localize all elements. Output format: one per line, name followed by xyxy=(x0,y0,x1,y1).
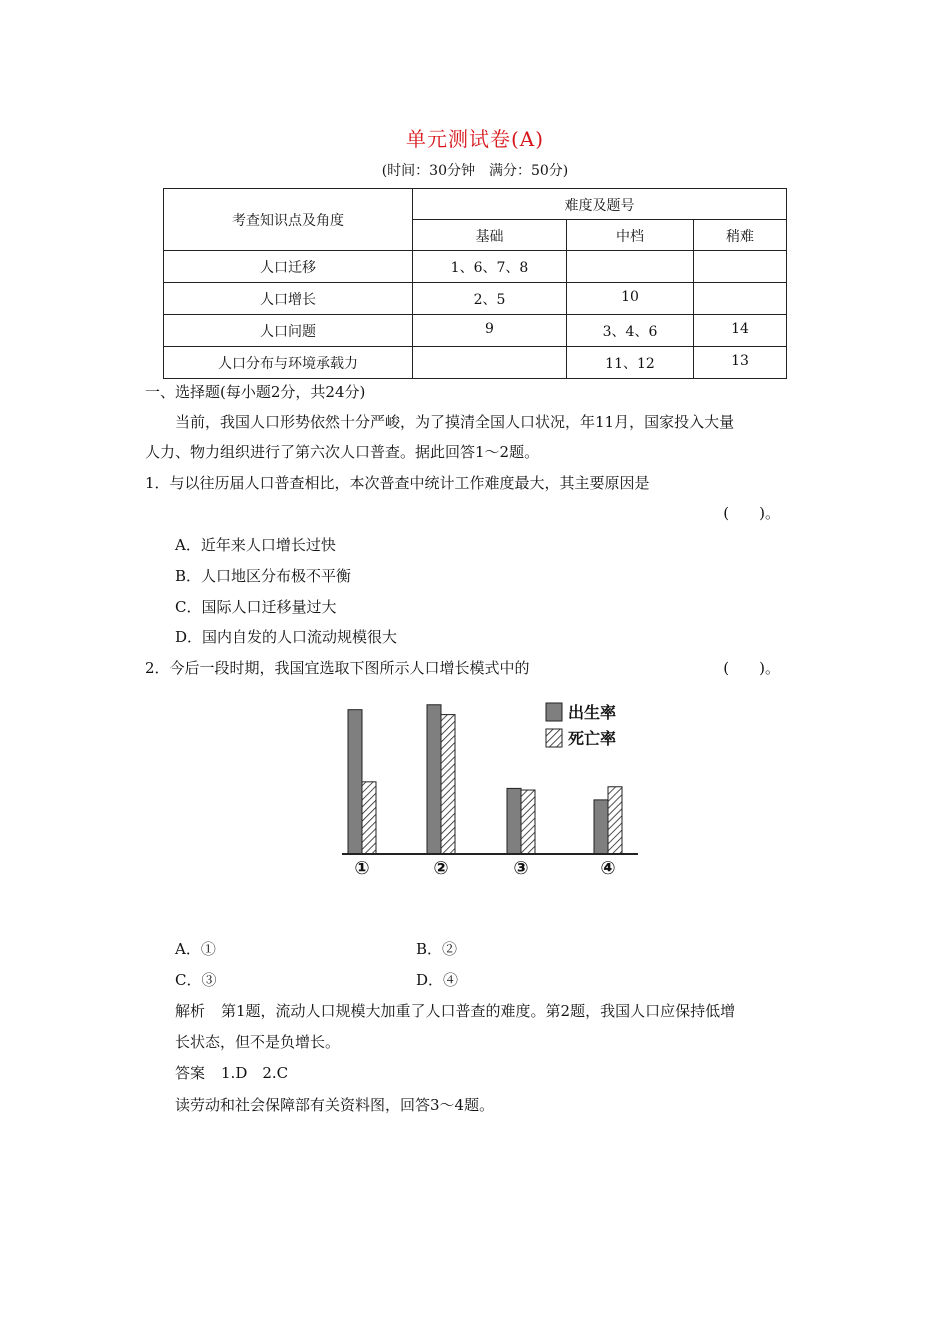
table-header-topic: 考查知识点及角度 xyxy=(164,189,413,251)
analysis-label: 解析 xyxy=(175,1002,206,1020)
answer-line xyxy=(175,1062,288,1083)
x-tick-label: ④ xyxy=(600,858,616,879)
topic-cell: 人口分布与环境承载力 xyxy=(164,347,413,379)
next-question-intro: 读劳动和社会保障部有关资料图，回答3～4题。 xyxy=(175,1096,495,1114)
intro-text: 当前，我国人口形势依然十分严峻，为了摸清全国人口状况，年11月，国家投入大量 xyxy=(175,413,735,431)
legend-label: 出生率 xyxy=(568,703,617,722)
table-header-medium: 中档 xyxy=(567,220,694,251)
analysis-text: 第1题，流动人口规模大加重了人口普查的难度。第2题，我国人口应保持低增 xyxy=(221,1002,736,1020)
basic-cell xyxy=(413,347,567,379)
option-d: D．国内自发的人口流动规模很大 xyxy=(175,628,398,646)
table-header-hard: 稍难 xyxy=(694,220,787,251)
page-title: 单元测试卷(A) xyxy=(405,127,545,151)
x-tick-label: ① xyxy=(354,858,370,879)
answer-text: 1.D 2.C xyxy=(221,1064,289,1082)
analysis-line xyxy=(175,1000,735,1021)
topic-cell: 人口迁移 xyxy=(164,251,413,283)
birth-rate-bar-1 xyxy=(348,710,362,854)
legend-swatch xyxy=(546,703,562,721)
hard-cell: 14 xyxy=(694,315,787,347)
x-tick-label: ③ xyxy=(513,858,529,879)
answer-blank: ( )。 xyxy=(723,659,780,677)
legend-swatch xyxy=(546,729,562,747)
option-b: B．人口地区分布极不平衡 xyxy=(175,567,352,585)
death-rate-bar-1 xyxy=(362,782,376,854)
answer-blank: ( )。 xyxy=(723,504,780,522)
option-b: B．② xyxy=(416,940,458,958)
question-1-stem: 1．与以往历届人口普查相比，本次普查中统计工作难度最大，其主要原因是 xyxy=(145,474,650,492)
death-rate-bar-3 xyxy=(521,790,535,854)
legend-label: 死亡率 xyxy=(568,729,617,748)
hard-cell xyxy=(694,283,787,315)
option-c: C．国际人口迁移量过大 xyxy=(175,598,337,616)
death-rate-bar-4 xyxy=(608,787,622,854)
knowledge-table xyxy=(163,188,787,379)
basic-cell: 1、6、7、8 xyxy=(413,251,567,283)
basic-cell: 9 xyxy=(413,315,567,347)
medium-cell: 11、12 xyxy=(567,347,694,379)
section-heading: 一、选择题(每小题2分，共24分) xyxy=(145,383,366,401)
birth-rate-bar-3 xyxy=(507,788,521,854)
hard-cell: 13 xyxy=(694,347,787,379)
table-row xyxy=(164,347,787,379)
table-header-basic: 基础 xyxy=(413,220,567,251)
table-row xyxy=(164,315,787,347)
answer-label: 答案 xyxy=(175,1064,206,1082)
birth-rate-bar-2 xyxy=(427,705,441,854)
population-growth-chart xyxy=(330,690,650,885)
medium-cell: 3、4、6 xyxy=(567,315,694,347)
topic-cell: 人口增长 xyxy=(164,283,413,315)
option-c: C．③ xyxy=(175,971,217,989)
option-a: A．① xyxy=(175,940,216,958)
hard-cell xyxy=(694,251,787,283)
table-row xyxy=(164,283,787,315)
topic-cell: 人口问题 xyxy=(164,315,413,347)
table-header-difficulty: 难度及题号 xyxy=(413,189,787,220)
birth-rate-bar-4 xyxy=(594,800,608,854)
analysis-text: 长状态，但不是负增长。 xyxy=(175,1033,341,1051)
exam-time-score: (时间：30分钟 满分：50分) xyxy=(381,163,569,179)
option-a: A．近年来人口增长过快 xyxy=(175,536,336,554)
basic-cell: 2、5 xyxy=(413,283,567,315)
medium-cell: 10 xyxy=(567,283,694,315)
death-rate-bar-2 xyxy=(441,715,455,854)
intro-text: 人力、物力组织进行了第六次人口普查。据此回答1～2题。 xyxy=(145,443,540,461)
table-row xyxy=(164,251,787,283)
question-2-stem: 2．今后一段时期，我国宜选取下图所示人口增长模式中的 xyxy=(145,659,530,677)
medium-cell xyxy=(567,251,694,283)
option-d: D．④ xyxy=(416,971,459,989)
x-tick-label: ② xyxy=(433,858,449,879)
